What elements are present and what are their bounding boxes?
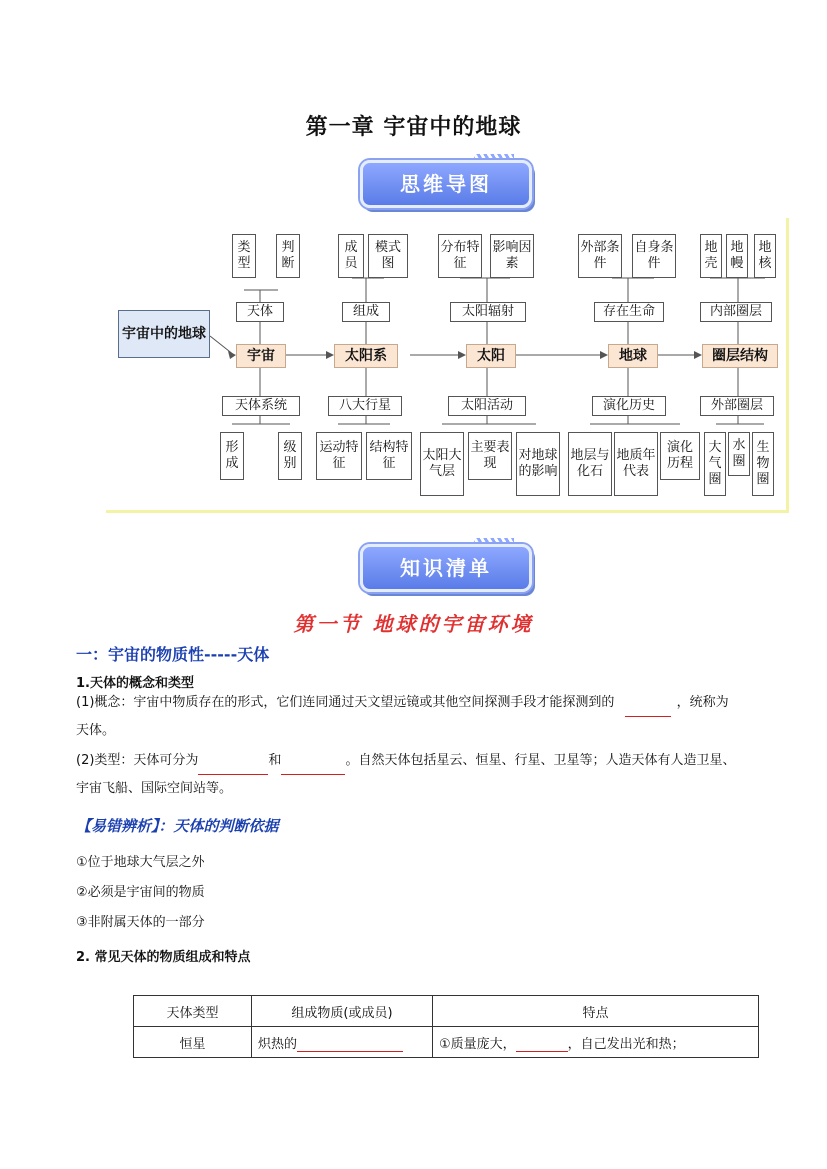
- tip-item: ③非附属天体的一部分: [76, 915, 205, 930]
- mindmap-main-sun: 太阳: [466, 344, 516, 368]
- mindmap-leaf: 级别: [278, 432, 302, 480]
- mindmap-leaf: 地壳: [700, 234, 722, 278]
- mindmap-main-solar-system: 太阳系: [334, 344, 398, 368]
- table-header: 特点: [433, 996, 759, 1027]
- concept-text-end: ，统称为: [676, 695, 729, 710]
- mindmap-leaf: 大气圈: [704, 432, 726, 496]
- paragraph-types: [76, 747, 826, 803]
- tip-heading: 【易错辨析】：天体的判断依据: [76, 817, 279, 835]
- mindmap-leaf: 地核: [754, 234, 776, 278]
- mindmap-leaf: 结构特征: [366, 432, 412, 480]
- tip-item: ②必须是宇宙间的物质: [76, 885, 205, 900]
- mindmap-banner: 思维导图: [360, 160, 532, 208]
- mindmap-lower-evolution: 演化历史: [592, 396, 666, 416]
- table-cell: [433, 1027, 759, 1058]
- types-text-rest: 。自然天体包括星云、恒星、行星、卫星等；人造天体有人造卫星、: [345, 753, 736, 768]
- types-text-and: 和: [268, 753, 282, 768]
- mindmap-leaf: 类型: [232, 234, 256, 278]
- mindmap-leaf: 演化历程: [660, 432, 700, 480]
- types-text-wrap: 宇宙飞船、国际空间站等。: [76, 781, 233, 796]
- section-title: 第一节 地球的宇宙环境: [293, 612, 534, 636]
- table-row: [134, 1027, 759, 1058]
- answer-blank[interactable]: [198, 758, 268, 775]
- cell-text: ，自己发出光和热；: [567, 1036, 685, 1052]
- cell-text: 炽热的: [258, 1036, 298, 1052]
- mindmap-lower-solar-activity: 太阳活动: [448, 396, 526, 416]
- cell-text: ①质量庞大，: [439, 1036, 516, 1052]
- mindmap-lower-eight-planets: 八大行星: [328, 396, 402, 416]
- mindmap-upper-solar-radiation: 太阳辐射: [450, 302, 526, 322]
- table-cell: [252, 1027, 433, 1058]
- mindmap-leaf: 运动特征: [316, 432, 362, 480]
- mindmap-leaf: 分布特征: [438, 234, 482, 278]
- mindmap-lower-celestial-system: 天体系统: [222, 396, 300, 416]
- mindmap-upper-inner-layers: 内部圈层: [700, 302, 772, 322]
- mindmap-root: 宇宙中的地球: [118, 310, 210, 358]
- table-header-row: [134, 996, 759, 1027]
- mindmap-leaf: 地质年代表: [614, 432, 658, 496]
- mindmap-leaf: 模式图: [368, 234, 408, 278]
- mindmap-main-earth: 地球: [608, 344, 658, 368]
- mindmap-leaf: 外部条件: [578, 234, 622, 278]
- mindmap-leaf: 水圈: [728, 432, 750, 476]
- table-header: 天体类型: [134, 996, 252, 1027]
- table-header: 组成物质(或成员): [252, 996, 433, 1027]
- mindmap-leaf: 太阳大气层: [420, 432, 464, 496]
- mindmap-main-layers: 圈层结构: [702, 344, 778, 368]
- mindmap-leaf: 地层与化石: [568, 432, 612, 496]
- heading-celestial-bodies: 一：宇宙的物质性-----天体: [76, 645, 270, 664]
- mindmap-leaf: 形成: [220, 432, 244, 480]
- concept-text: (1)概念：宇宙中物质存在的形式，它们连同通过天文望远镜或其他空间探测手段才能探测到的: [76, 695, 615, 710]
- concept-text-wrap: 天体。: [76, 723, 116, 738]
- mind-map: [106, 218, 789, 513]
- answer-blank[interactable]: [281, 758, 345, 775]
- tip-item: ①位于地球大气层之外: [76, 855, 205, 870]
- mindmap-leaf: 判断: [276, 234, 300, 278]
- answer-blank[interactable]: [516, 1035, 568, 1052]
- table-cell: 恒星: [134, 1027, 252, 1058]
- celestial-table: [133, 995, 759, 1058]
- paragraph-concept: [76, 689, 826, 745]
- mindmap-leaf: 自身条件: [632, 234, 676, 278]
- knowledge-banner: 知识清单: [360, 544, 532, 592]
- mindmap-leaf: 对地球的影响: [516, 432, 560, 496]
- mindmap-leaf: 生物圈: [752, 432, 774, 496]
- answer-blank[interactable]: [625, 700, 671, 717]
- mindmap-upper-celestial-body: 天体: [236, 302, 284, 322]
- mindmap-leaf: 影响因素: [490, 234, 534, 278]
- answer-blank[interactable]: [297, 1035, 403, 1052]
- mindmap-lower-outer-layers: 外部圈层: [700, 396, 774, 416]
- mindmap-leaf: 成员: [338, 234, 364, 278]
- mindmap-upper-life: 存在生命: [594, 302, 664, 322]
- subheading-concept: 1.天体的概念和类型: [76, 676, 194, 691]
- mindmap-leaf: 主要表现: [468, 432, 512, 480]
- mindmap-upper-composition: 组成: [342, 302, 390, 322]
- types-text: (2)类型：天体可分为: [76, 753, 199, 768]
- subheading-composition: 2. 常见天体的物质组成和特点: [76, 950, 251, 965]
- mindmap-leaf: 地幔: [726, 234, 748, 278]
- page-title: 第一章 宇宙中的地球: [305, 114, 522, 140]
- mindmap-main-universe: 宇宙: [236, 344, 286, 368]
